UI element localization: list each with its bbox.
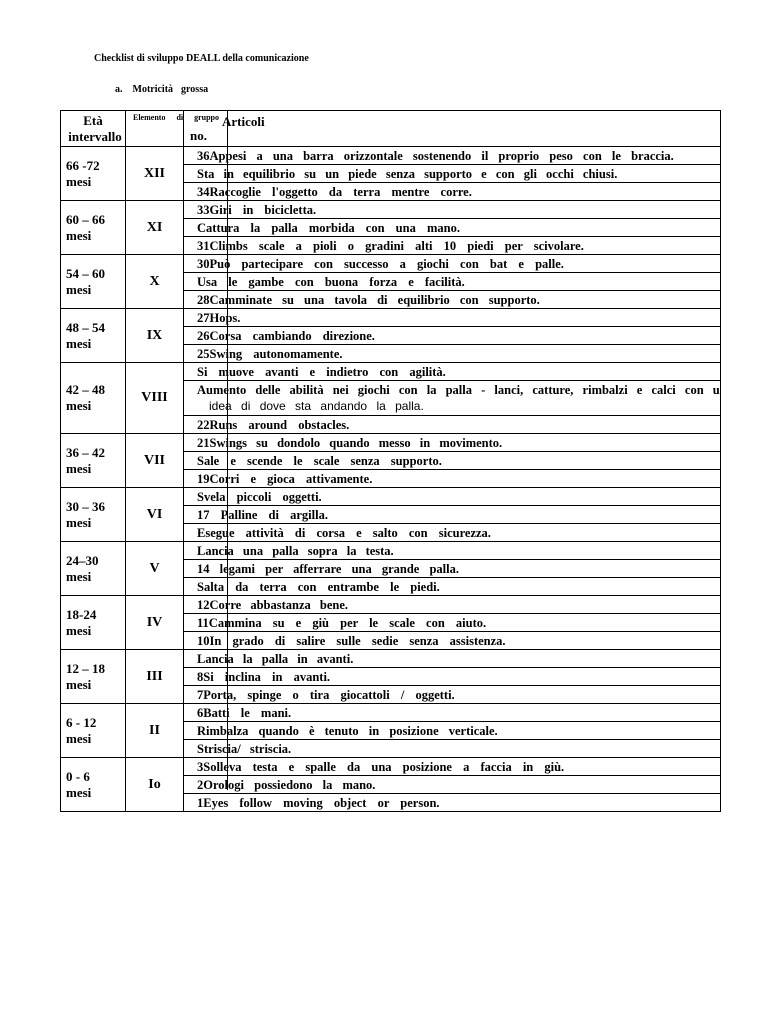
group-number-cell: XI — [126, 201, 184, 255]
age-range-text: 66 -72 — [66, 157, 100, 173]
age-range-cell — [61, 434, 126, 488]
item-cell: 19Corri e gioca attivamente. — [184, 470, 721, 488]
header-age-range — [61, 111, 126, 147]
header-group-number — [126, 111, 220, 147]
item-cell: Sta in equilibrio su un piede senza supporto e con gli occhi chiusi. — [184, 165, 721, 183]
item-cell: 2Orologi possiedono la mano. — [184, 776, 721, 794]
checklist-table — [60, 110, 721, 812]
age-range-cell — [61, 309, 126, 363]
header-age-line2: intervallo — [68, 128, 122, 144]
group-number-cell: XII — [126, 147, 184, 201]
section-letter: a. — [115, 84, 123, 95]
age-unit-text: mesi — [66, 784, 92, 800]
item-text-line2: idea di dove sta andando la palla. — [209, 399, 424, 413]
age-range-text: 18-24 — [66, 606, 97, 622]
table-row — [61, 596, 721, 614]
group-number-cell: X — [126, 255, 184, 309]
group-number-cell: IX — [126, 309, 184, 363]
age-unit-text: mesi — [66, 335, 92, 351]
group-number-cell: III — [126, 650, 184, 704]
age-range-cell — [61, 147, 126, 201]
group-number-cell: V — [126, 542, 184, 596]
item-cell: 6Batti le mani. — [184, 704, 721, 722]
item-cell: Usa le gambe con buona forza e facilità. — [184, 273, 721, 291]
age-unit-text: mesi — [66, 568, 92, 584]
item-cell: Lancia una palla sopra la testa. — [184, 542, 721, 560]
item-cell: 34Raccoglie l'oggetto da terra mentre corre. — [184, 183, 721, 201]
item-text-line1: Aumento delle abilità nei giochi con la palla - lanci, catture, rimbalzi e calci con u — [197, 383, 720, 397]
item-cell: Rimbalza quando è tenuto in posizione verticale. — [184, 722, 721, 740]
table-row — [61, 201, 721, 219]
item-cell: 28Camminate su una tavola di equilibrio con supporto. — [184, 291, 721, 309]
age-range-cell — [61, 255, 126, 309]
age-range-cell — [61, 704, 126, 758]
item-cell: Sale e scende le scale senza supporto. — [184, 452, 721, 470]
header-group-label: Elemento di gruppo — [133, 113, 220, 122]
item-cell: Lancia la palla in avanti. — [184, 650, 721, 668]
age-range-cell — [61, 758, 126, 812]
item-cell: 10In grado di salire sulle sedie senza assistenza. — [184, 632, 721, 650]
group-number-cell: VI — [126, 488, 184, 542]
table-row — [61, 488, 721, 506]
table-row — [61, 704, 721, 722]
item-cell: 27Hops. — [184, 309, 721, 327]
age-unit-text: mesi — [66, 173, 92, 189]
age-unit-text: mesi — [66, 398, 92, 413]
age-range-text: 48 – 54 — [66, 319, 105, 335]
item-cell: 17 Palline di argilla. — [184, 506, 721, 524]
item-cell: 30Può partecipare con successo a giochi con bat e palle. — [184, 255, 721, 273]
item-cell: Cattura la palla morbida con una mano. — [184, 219, 721, 237]
age-range-cell — [61, 363, 126, 434]
item-cell — [184, 381, 721, 416]
document-title: Checklist di sviluppo DEALL della comunicazione — [94, 53, 309, 64]
section-heading — [115, 84, 208, 95]
item-cell: 36Appesi a una barra orizzontale sostenendo il proprio peso con le braccia. — [184, 147, 721, 165]
section-word-2: grossa — [181, 84, 209, 95]
table-row — [61, 363, 721, 381]
item-cell: 33Giri in bicicletta. — [184, 201, 721, 219]
item-cell: 26Corsa cambiando direzione. — [184, 327, 721, 345]
age-range-text: 54 – 60 — [66, 265, 105, 281]
age-unit-text: mesi — [66, 514, 92, 530]
group-number-cell: VIII — [126, 363, 184, 434]
item-cell: 1Eyes follow moving object or person. — [184, 794, 721, 812]
item-cell: 8Si inclina in avanti. — [184, 668, 721, 686]
item-cell: Striscia/ striscia. — [184, 740, 721, 758]
item-cell: 21Swings su dondolo quando messo in movimento. — [184, 434, 721, 452]
age-unit-text: mesi — [66, 227, 92, 243]
item-cell: 3Solleva testa e spalle da una posizione a faccia in giù. — [184, 758, 721, 776]
age-range-cell — [61, 596, 126, 650]
age-range-cell — [61, 650, 126, 704]
age-range-cell — [61, 542, 126, 596]
table-row — [61, 650, 721, 668]
age-unit-text: mesi — [66, 622, 92, 638]
header-items — [184, 111, 721, 147]
age-range-cell — [61, 201, 126, 255]
table-row — [61, 309, 721, 327]
table-row — [61, 758, 721, 776]
item-cell: Svela piccoli oggetti. — [184, 488, 721, 506]
item-cell: 12Corre abbastanza bene. — [184, 596, 721, 614]
age-unit-text: mesi — [66, 730, 92, 746]
age-range-text: 60 – 66 — [66, 211, 105, 227]
group-number-cell: Io — [126, 758, 184, 812]
item-cell: 22Runs around obstacles. — [184, 416, 721, 434]
item-cell: 14 legami per afferrare una grande palla. — [184, 560, 721, 578]
age-unit-text: mesi — [66, 281, 92, 297]
group-number-cell: IV — [126, 596, 184, 650]
age-range-text: 12 – 18 — [66, 660, 105, 676]
table-header-row — [61, 111, 721, 147]
group-number-cell: VII — [126, 434, 184, 488]
table-row — [61, 147, 721, 165]
table-row — [61, 542, 721, 560]
table-row — [61, 255, 721, 273]
age-range-cell — [61, 488, 126, 542]
item-cell: 25Swing autonomamente. — [184, 345, 721, 363]
header-age-line1: Età — [83, 112, 103, 128]
item-cell: 11Cammina su e giù per le scale con aiuto. — [184, 614, 721, 632]
age-range-text: 30 – 36 — [66, 498, 105, 514]
age-range-text: 0 - 6 — [66, 768, 90, 784]
table-row — [61, 434, 721, 452]
header-group-no: no. — [190, 128, 207, 143]
header-items-label: Articoli — [222, 114, 265, 129]
age-range-text: 6 - 12 — [66, 714, 97, 730]
age-unit-text: mesi — [66, 460, 92, 476]
age-range-text: 24–30 — [66, 552, 99, 568]
section-word-1: Motricità — [132, 84, 174, 95]
item-cell: 31Climbs scale a pioli o gradini alti 10 piedi per scivolare. — [184, 237, 721, 255]
item-cell: Salta da terra con entrambe le piedi. — [184, 578, 721, 596]
group-number-cell: II — [126, 704, 184, 758]
item-cell: Esegue attività di corsa e salto con sicurezza. — [184, 524, 721, 542]
age-unit-text: mesi — [66, 676, 92, 692]
item-cell: 7Porta, spinge o tira giocattoli / oggetti. — [184, 686, 721, 704]
age-range-text: 42 – 48 — [66, 382, 105, 397]
column-divider — [227, 110, 228, 790]
item-cell: Si muove avanti e indietro con agilità. — [184, 363, 721, 381]
age-range-text: 36 – 42 — [66, 444, 105, 460]
